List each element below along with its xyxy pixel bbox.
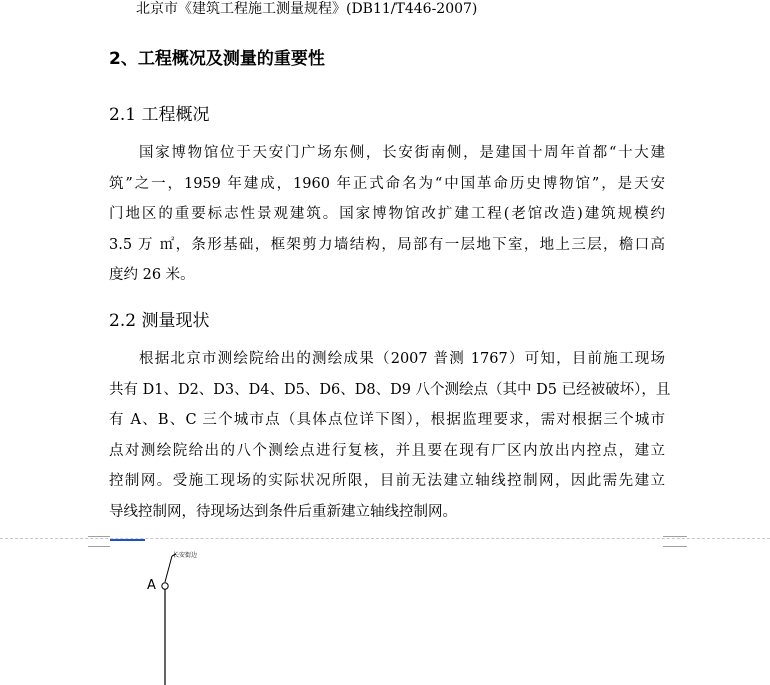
subsection-heading-survey-status: 2.2 测量现状 <box>109 311 210 331</box>
paragraph-line: 有 A、B、C 三个城市点（具体点位详下图），根据监理要求，需对根据三个城市 <box>109 412 665 428</box>
paragraph-line: 3.5 万 ㎡，条形基础，框架剪力墙结构，局部有一层地下室，地上三层，檐口高 <box>109 236 665 253</box>
margin-corner-mark-right <box>663 536 687 547</box>
paragraph-line: 国家博物馆位于天安门广场东侧，长安街南侧，是建国十周年首都“十大建 <box>139 145 665 161</box>
text-cursor-indicator <box>110 539 145 541</box>
paragraph-line: 导线控制网，待现场达到条件后重新建立轴线控制网。 <box>109 503 457 520</box>
paragraph-line: 度约 26 米。 <box>109 267 195 283</box>
reference-line: 北京市《建筑工程施工测量规程》(DB11/T446-2007) <box>136 1 478 17</box>
paragraph-line: 筑”之一，1959 年建成，1960 年正式命名为“中国革命历史博物馆”，是天安 <box>109 175 665 192</box>
paragraph-line: 控制网。受施工现场的实际状况所限，目前无法建立轴线控制网，因此需先建立 <box>109 473 665 489</box>
survey-point-diagram <box>140 548 220 685</box>
survey-point-marker <box>162 583 168 589</box>
paragraph-line: 共有 D1、D2、D3、D4、D5、D6、D8、D9 八个测绘点（其中 D5 已经被破坏），且 <box>109 381 671 398</box>
street-label: 长安街边 <box>173 552 198 559</box>
point-a-label: A <box>147 578 156 593</box>
leader-line <box>165 556 172 582</box>
section-heading: 2、工程概况及测量的重要性 <box>109 49 325 69</box>
margin-corner-mark-left <box>88 536 110 547</box>
paragraph-line: 门地区的重要标志性景观建筑。国家博物馆改扩建工程(老馆改造)建筑规模约 <box>109 206 665 222</box>
paragraph-survey-status <box>109 344 671 527</box>
subsection-heading-overview: 2.1 工程概况 <box>109 105 210 125</box>
paragraph-overview <box>109 138 665 291</box>
paragraph-line: 点对测绘院给出的八个测绘点进行复核，并且要在现有厂区内放出内控点，建立 <box>109 442 665 459</box>
paragraph-line: 根据北京市测绘院给出的测绘成果（2007 普测 1767）可知，目前施工现场 <box>139 351 665 367</box>
